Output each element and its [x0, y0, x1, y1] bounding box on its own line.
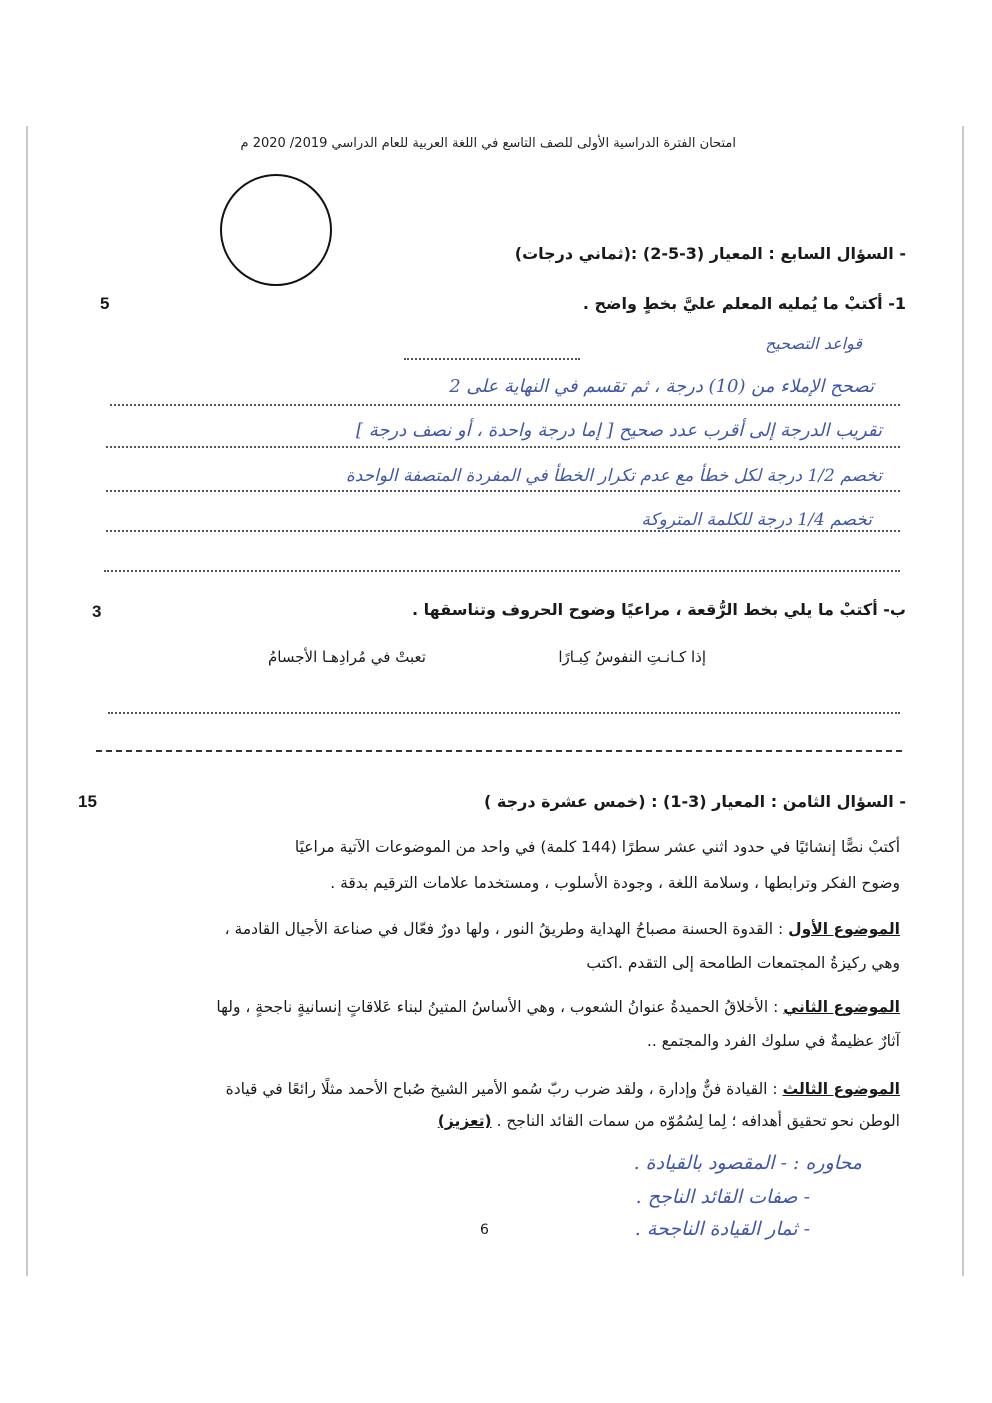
q7-part1-score: 5 — [100, 294, 110, 313]
dotted-line — [404, 358, 580, 360]
q7-part1-prompt: 1- أكتبْ ما يُمليه المعلم عليَّ بخطٍ واضح . — [582, 294, 906, 313]
grade-circle — [220, 174, 332, 286]
topic1-text: : القدوة الحسنة مصباحُ الهداية وطريقُ النور ، ولها دورٌ فعّال في صناعة الأجيال القادمة ، — [224, 920, 784, 938]
dotted-line — [106, 530, 900, 532]
q7-title: - السؤال السابع : المعيار (3-5-2) :(ثماني درجات) — [514, 244, 906, 263]
topic3-text: : القيادة فنٌّ وإدارة ، ولقد ضرب ربّ سُمو الأمير الشيخ صُباح الأحمد مثلًا رائعًا في قيادة — [225, 1080, 778, 1098]
handwriting-heading: قواعد التصحيح — [765, 334, 862, 353]
topic2-label: الموضوع الثاني — [783, 998, 900, 1016]
dotted-line — [108, 712, 900, 714]
handwriting-line: تخصم 1/2 درجة لكل خطأ مع عدم تكرار الخطأ في المفردة المتصفة الواحدة — [345, 466, 882, 486]
exam-header: امتحان الفترة الدراسية الأولى للصف التاسع في اللغة العربية للعام الدراسي 2019/ 2020 م — [240, 136, 736, 151]
q7-part2-score: 3 — [92, 602, 102, 621]
q8-instructions: وضوح الفكر وترابطها ، وسلامة اللغة ، وجودة الأسلوب ، ومستخدما علامات الترقيم بدقة . — [330, 874, 900, 892]
handwritten-note: - صفات القائد الناجح . — [635, 1186, 810, 1208]
dotted-line — [106, 446, 900, 448]
verse-second-half: تعبتْ في مُرادِهـا الأجسامُ — [268, 648, 426, 666]
topic1 — [225, 916, 900, 943]
handwritten-note: - ثمار القيادة الناجحة . — [634, 1218, 810, 1240]
topic2-line2: آثارٌ عظيمةٌ في سلوك الفرد والمجتمع .. — [646, 1032, 900, 1050]
topic3-line2 — [438, 1108, 900, 1135]
dotted-line — [110, 404, 900, 406]
topic2-text: : الأخلاقُ الحميدةُ عنوانُ الشعوب ، وهي الأساسُ المتينُ لبناء عَلاقاتٍ إنسانيةٍ ناجحةٍ ، ولها — [216, 998, 779, 1016]
handwritten-note: محاوره : - المقصود بالقيادة . — [633, 1152, 862, 1174]
q7-part2-prompt: ب- أكتبْ ما يلي بخط الرُّقعة ، مراعيًا وضوح الحروف وتناسقها . — [412, 600, 906, 619]
handwriting-line: تخصم 1/4 درجة للكلمة المتروكة — [641, 510, 872, 530]
dotted-line — [104, 570, 900, 572]
topic1-label: الموضوع الأول — [788, 920, 900, 938]
topic3 — [226, 1076, 900, 1103]
q8-score: 15 — [78, 792, 97, 811]
dotted-line — [106, 490, 900, 492]
handwriting-line: تقريب الدرجة إلى أقرب عدد صحيح [ إما درجة واحدة ، أو نصف درجة ] — [356, 420, 882, 441]
verse-first-half: إذا كـانـتِ النفوسُ كِبـارًا — [558, 648, 706, 666]
topic3-label: الموضوع الثالث — [782, 1080, 900, 1098]
topic1-line2: وهي ركيزةُ المجتمعات الطامحة إلى التقدم .اكتب — [586, 954, 900, 972]
page-border-right — [962, 126, 964, 1276]
page-border-left — [26, 126, 28, 1276]
handwriting-line: تصحح الإملاء من (10) درجة ، ثم تقسم في النهاية على 2 — [449, 376, 874, 397]
topic3-tag: (تعزيز) — [437, 1112, 492, 1130]
topic2 — [216, 994, 900, 1021]
dashed-separator — [96, 750, 902, 752]
topic3-text: الوطن نحو تحقيق أهدافه ؛ لِما لِسُمُوّه من سمات القائد الناجح . — [496, 1112, 900, 1130]
q8-instructions: أكتبْ نصًّا إنشائيًا في حدود اثني عشر سطرًا (144 كلمة) في واحد من الموضوعات الآتية مراعيًا — [294, 838, 900, 856]
q8-title: - السؤال الثامن : المعيار (3-1) : (خمس عشرة درجة ) — [484, 792, 906, 811]
page-number: 6 — [480, 1222, 489, 1238]
